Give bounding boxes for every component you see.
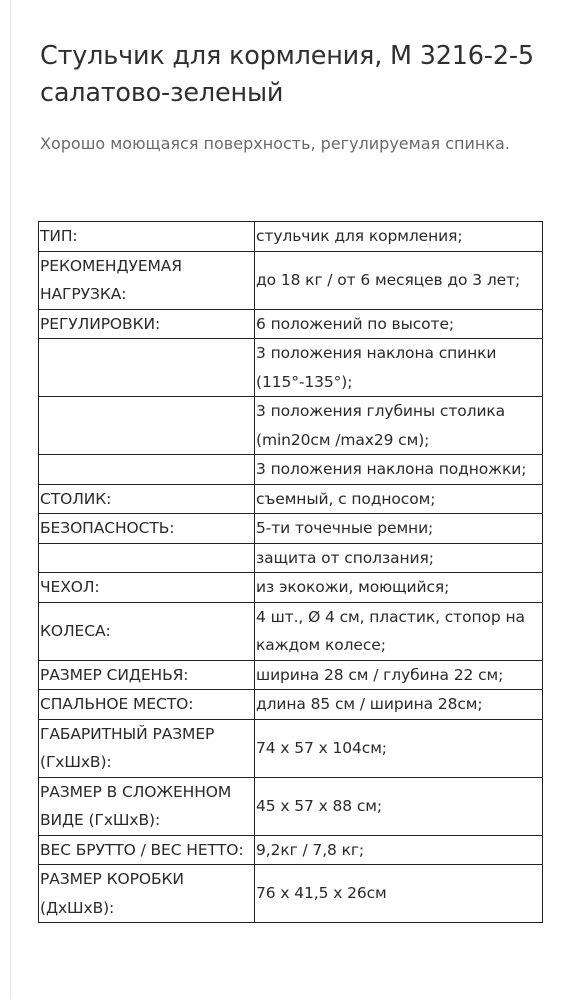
spec-value: 3 положения наклона спинки (115°-135°); — [255, 339, 543, 397]
spec-label — [39, 455, 255, 485]
spec-label: ВЕС БРУТТО / ВЕС НЕТТО: — [39, 835, 255, 865]
spec-label: ТИП: — [39, 222, 255, 252]
product-description: Хорошо моющаяся поверхность, регулируемая спинка. — [40, 134, 510, 153]
spec-value: 9,2кг / 7,8 кг; — [255, 835, 543, 865]
spec-value: до 18 кг / от 6 месяцев до 3 лет; — [255, 251, 543, 309]
table-row — [39, 602, 543, 660]
table-row — [39, 777, 543, 835]
spec-value: 76 х 41,5 х 26см — [255, 865, 543, 923]
left-border-line — [10, 0, 11, 999]
spec-table — [38, 221, 543, 923]
table-row — [39, 339, 543, 397]
spec-value: ширина 28 см / глубина 22 см; — [255, 660, 543, 690]
spec-label — [39, 339, 255, 397]
table-row — [39, 719, 543, 777]
spec-label: РЕКОМЕНДУЕМАЯ НАГРУЗКА: — [39, 251, 255, 309]
spec-label: ЧЕХОЛ: — [39, 573, 255, 603]
spec-value: 3 положения глубины столика (min20см /max29 см); — [255, 397, 543, 455]
spec-label: СПАЛЬНОЕ МЕСТО: — [39, 690, 255, 720]
spec-value: длина 85 см / ширина 28см; — [255, 690, 543, 720]
table-row — [39, 690, 543, 720]
table-row — [39, 865, 543, 923]
table-row — [39, 397, 543, 455]
table-row — [39, 455, 543, 485]
spec-label — [39, 397, 255, 455]
spec-value: 3 положения наклона подножки; — [255, 455, 543, 485]
table-row — [39, 514, 543, 544]
spec-label: ГАБАРИТНЫЙ РАЗМЕР (ГхШхВ): — [39, 719, 255, 777]
table-row — [39, 660, 543, 690]
spec-label: БЕЗОПАСНОСТЬ: — [39, 514, 255, 544]
table-row — [39, 484, 543, 514]
spec-value: защита от сползания; — [255, 543, 543, 573]
spec-label: РАЗМЕР СИДЕНЬЯ: — [39, 660, 255, 690]
spec-label: РАЗМЕР КОРОБКИ (ДхШхВ): — [39, 865, 255, 923]
spec-value: из экокожи, моющийся; — [255, 573, 543, 603]
spec-label — [39, 543, 255, 573]
spec-label: РЕГУЛИРОВКИ: — [39, 309, 255, 339]
spec-value: 45 х 57 х 88 см; — [255, 777, 543, 835]
spec-value: 6 положений по высоте; — [255, 309, 543, 339]
spec-value: стульчик для кормления; — [255, 222, 543, 252]
spec-value: съемный, с подносом; — [255, 484, 543, 514]
spec-value: 4 шт., Ø 4 см, пластик, стопор на каждом колесе; — [255, 602, 543, 660]
table-row — [39, 309, 543, 339]
spec-value: 74 х 57 х 104см; — [255, 719, 543, 777]
spec-value: 5-ти точечные ремни; — [255, 514, 543, 544]
table-row — [39, 543, 543, 573]
spec-label: СТОЛИК: — [39, 484, 255, 514]
product-title: Стульчик для кормления, М 3216-2-5 салатово-зеленый — [40, 41, 534, 108]
spec-label: КОЛЕСА: — [39, 602, 255, 660]
spec-label: РАЗМЕР В СЛОЖЕННОМ ВИДЕ (ГхШхВ): — [39, 777, 255, 835]
table-row — [39, 573, 543, 603]
table-row — [39, 222, 543, 252]
table-row — [39, 835, 543, 865]
table-row — [39, 251, 543, 309]
